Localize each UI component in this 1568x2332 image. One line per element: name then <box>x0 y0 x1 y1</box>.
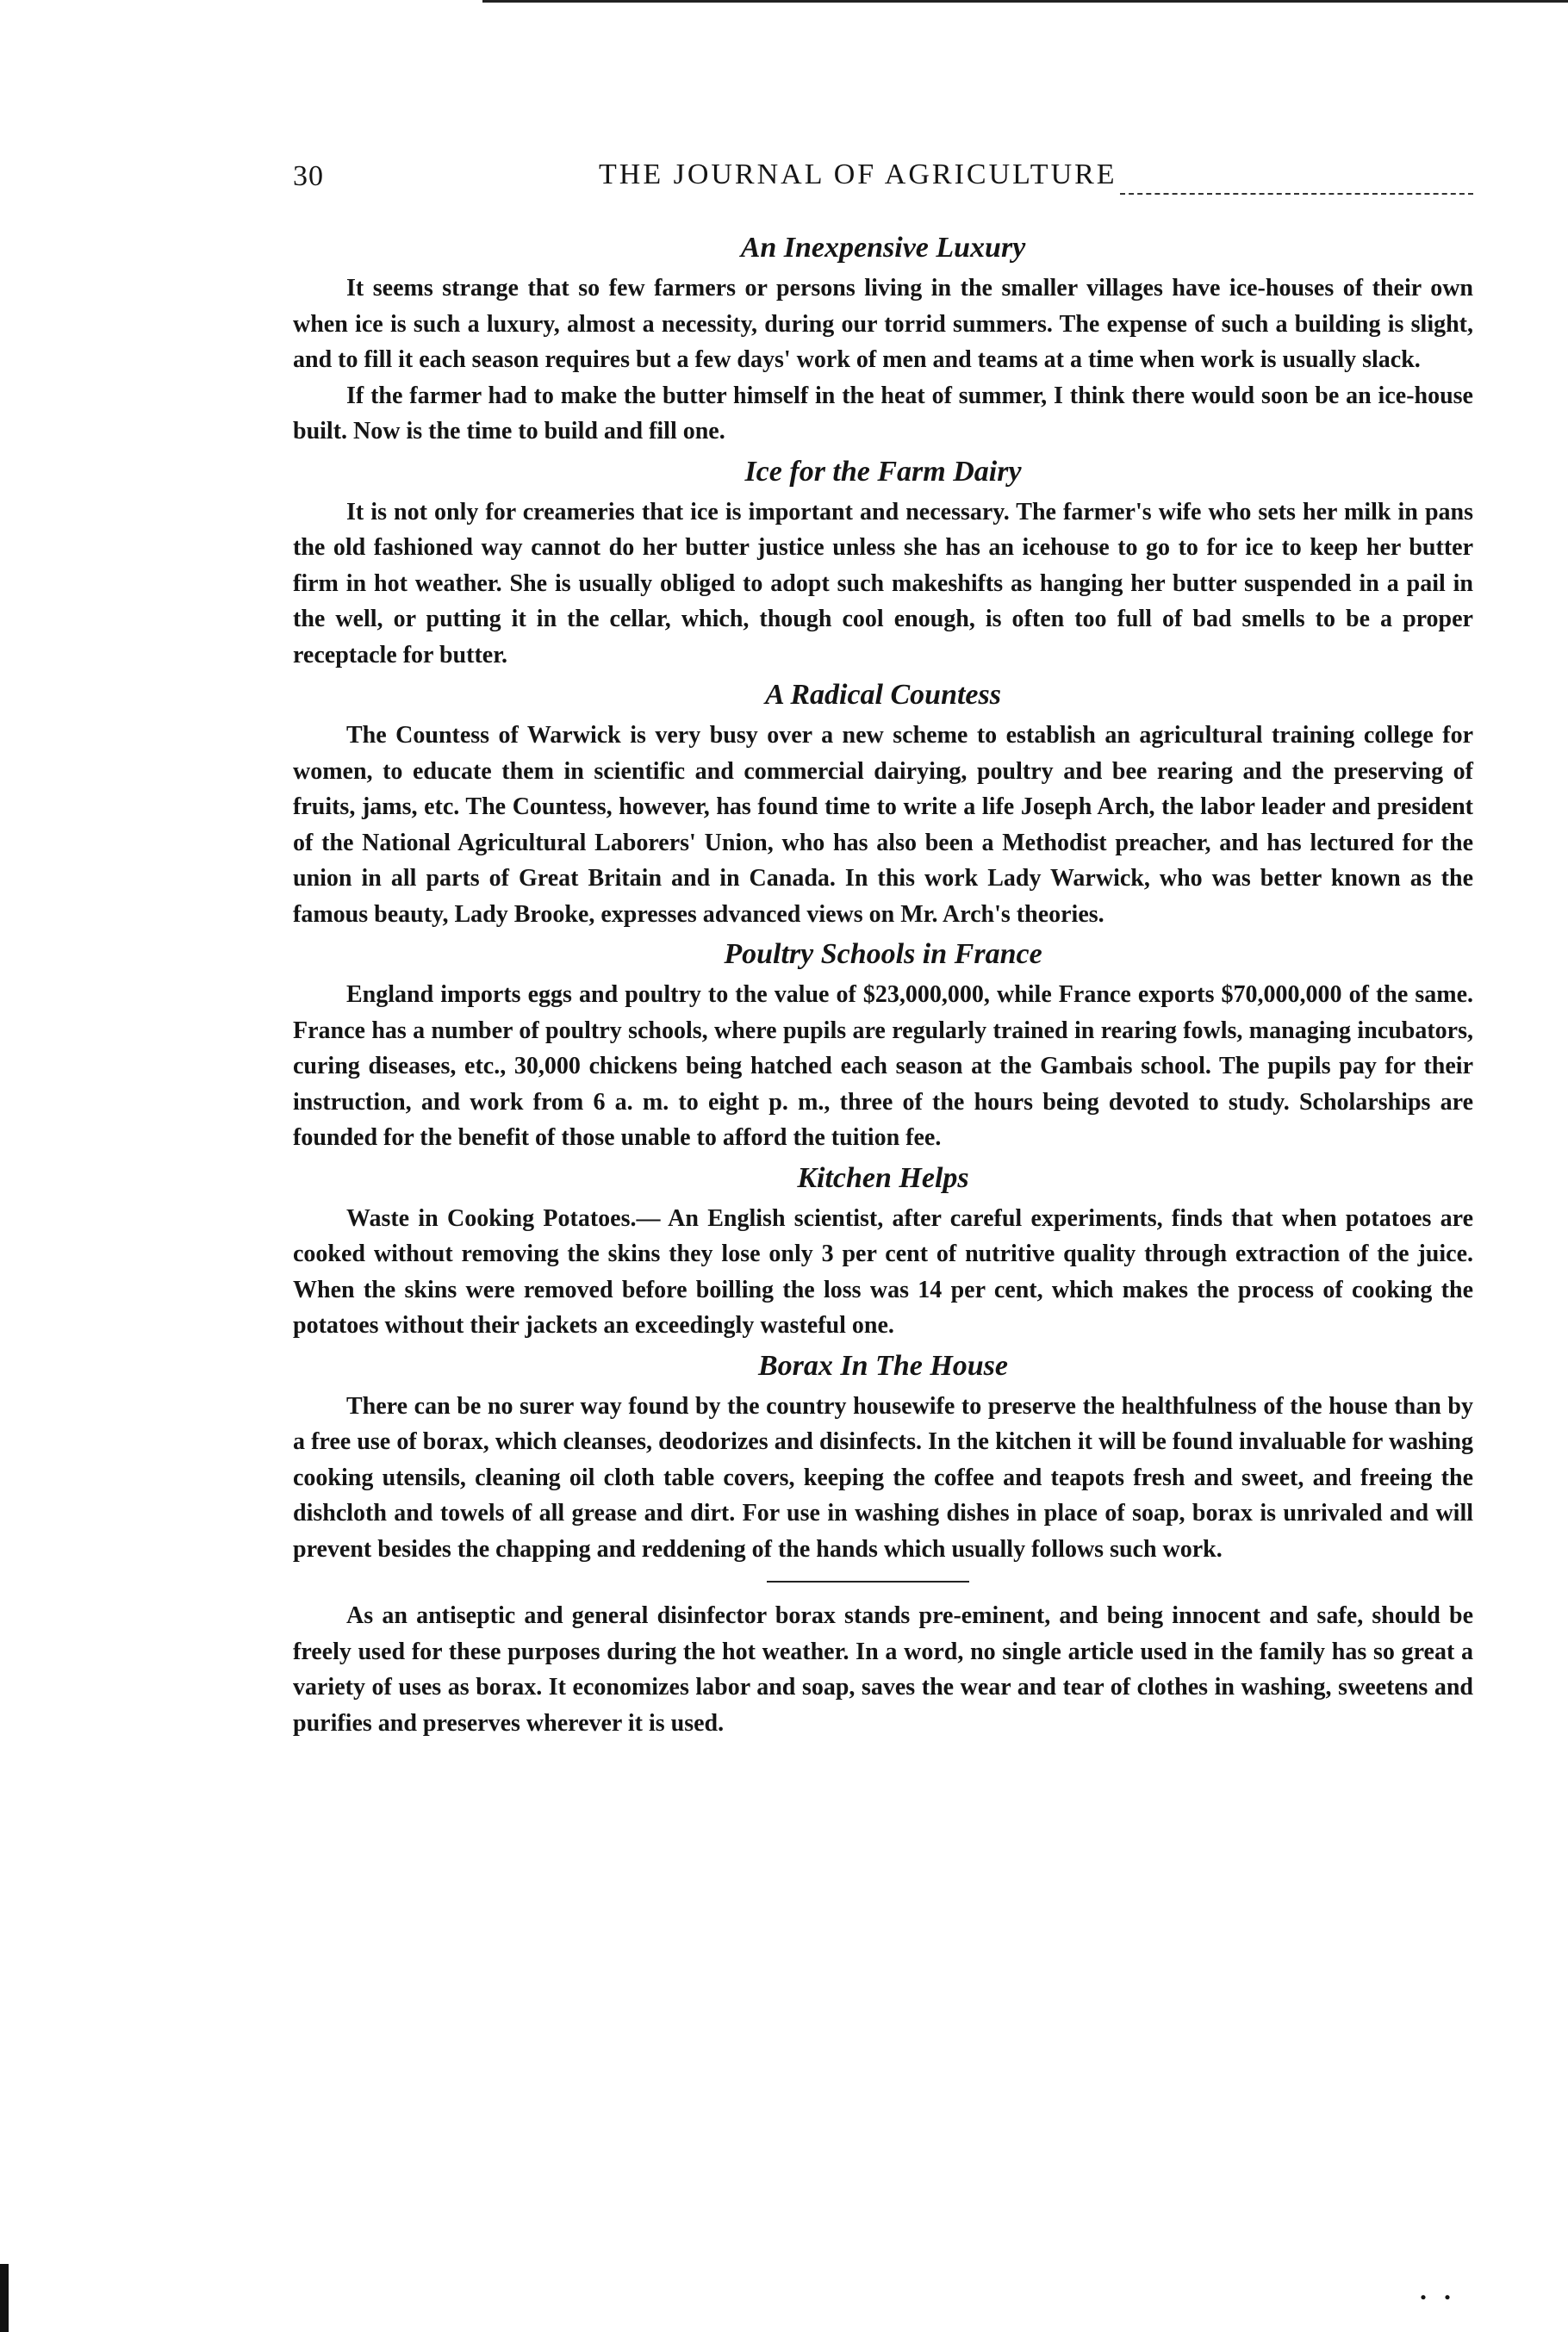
paragraph: The Countess of Warwick is very busy over a new scheme to establish an agricultural training college for women, to educate them in scientific and commercial dairying, poultry and bee rearing and the preserving of fruits, jams, etc. The Countess, however, has found time to write a life Joseph Arch, the labor leader and president of the National Agricultural Laborers' Union, who has also been a Methodist preacher, and has lectured for the union in all parts of Great Britain and in Canada. In this work Lady Warwick, who was better known as the famous beauty, Lady Brooke, expresses advanced views on Mr. Arch's theories. <box>293 722 1473 928</box>
article-borax-in-the-house <box>293 1344 1473 1742</box>
section-title: Kitchen Helps <box>797 1161 969 1194</box>
section-title: Poultry Schools in France <box>724 938 1042 970</box>
page-number: 30 <box>293 160 324 192</box>
paragraph: There can be no surer way found by the country housewife to preserve the healthfulness of the house than by a free use of borax, which cleanses, deodorizes and disinfects. In the kitchen it will be found invaluable for washing cooking utensils, cleaning oil cloth table covers, keeping the coffee and teapots fresh and sweet, and freeing the dishcloth and towels of all grease and dirt. For use in washing dishes in place of soap, borax is unrivaled and will prevent besides the chapping and reddening of the hands which usually follows such work. <box>293 1392 1473 1563</box>
article-ice-for-farm-dairy <box>293 450 1473 674</box>
scan-edge-mark <box>0 2264 9 2332</box>
paragraph: If the farmer had to make the butter himself in the heat of summer, I think there would soon be an ice-house built. Now is the time to build and fill one. <box>293 382 1473 445</box>
section-title: Ice for the Farm Dairy <box>744 455 1022 488</box>
section-title: An Inexpensive Luxury <box>740 232 1026 264</box>
page-body <box>293 226 1473 1741</box>
article-kitchen-helps <box>293 1156 1473 1344</box>
top-edge-rule <box>482 0 1568 3</box>
section-divider <box>293 1567 1473 1598</box>
article-inexpensive-luxury <box>293 226 1473 450</box>
printer-marks: . . <box>1420 2274 1456 2305</box>
paragraph: England imports eggs and poultry to the value of $23,000,000, while France exports $70,000,000 of the same. France has a number of poultry schools, where pupils are regularly trained in rearing fowls, managing incubators, curing diseases, etc., 30,000 chickens being hatched each season at the Gambais school. The pupils pay for their instruction, and work from 6 a. m. to eight p. m., three of the hours being devoted to study. Scholarships are founded for the benefit of those unable to afford the tuition fee. <box>293 981 1473 1151</box>
running-title: THE JOURNAL OF AGRICULTURE <box>599 159 1117 190</box>
section-title: A Radical Countess <box>765 679 1001 711</box>
section-title: Borax In The House <box>758 1349 1008 1382</box>
paragraph: Waste in Cooking Potatoes.— An English scientist, after careful experiments, finds that when potatoes are cooked without removing the skins they lose only 3 per cent of nutritive quality through extraction of the juice. When the skins were removed before boilling the loss was 14 per cent, which makes the process of cooking the potatoes without their jackets an exceedingly wasteful one. <box>293 1204 1473 1339</box>
divider-rule <box>767 1581 969 1583</box>
paragraph: It is not only for creameries that ice is important and necessary. The farmer's wife who sets her milk in pans the old fashioned way cannot do her butter justice unless she has an icehouse to go to for ice to keep her butter firm in hot weather. She is usually obliged to adopt such makeshifts as hanging her butter suspended in a pail in the well, or putting it in the cellar, which, though cool enough, is often too full of bad smells to be a proper receptacle for butter. <box>293 498 1473 669</box>
paragraph: It seems strange that so few farmers or persons living in the smaller villages have ice-houses of their own when ice is such a luxury, almost a necessity, during our torrid summers. The expense of such a building is slight, and to fill it each season requires but a few days' work of men and teams at a time when work is usually slack. <box>293 275 1473 373</box>
paragraph: As an antiseptic and general disinfector borax stands pre-eminent, and being innocent and safe, should be freely used for these purposes during the hot weather. In a word, no single article used in the family has so great a variety of uses as borax. It economizes labor and soap, saves the wear and tear of clothes in washing, sweetens and purifies and preserves wherever it is used. <box>293 1602 1473 1737</box>
article-radical-countess <box>293 673 1473 932</box>
article-poultry-schools <box>293 932 1473 1156</box>
header-rule <box>1120 193 1473 195</box>
